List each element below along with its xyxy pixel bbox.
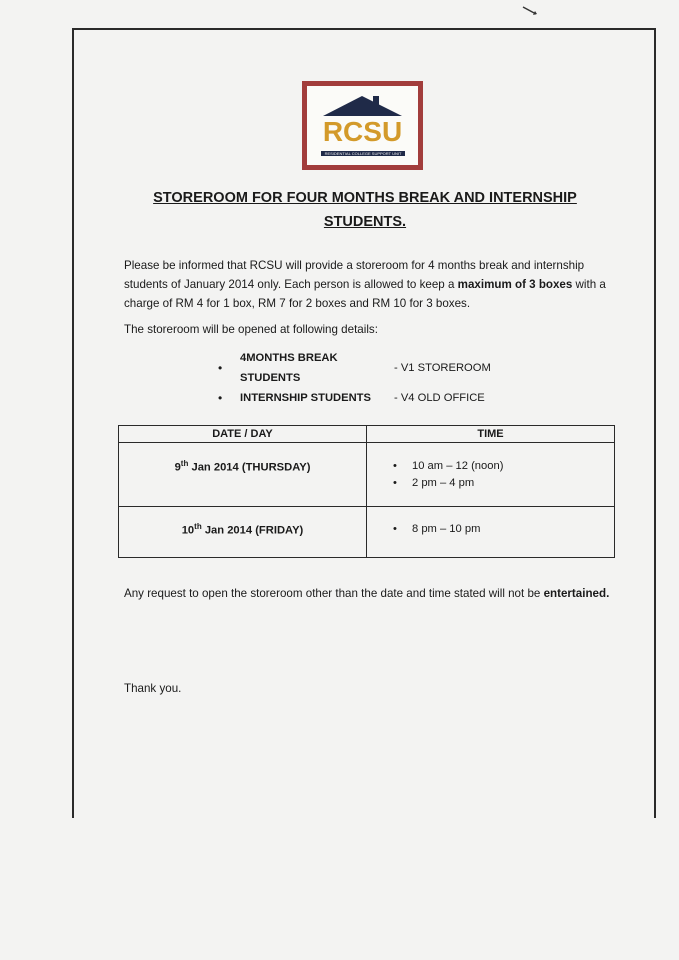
day-suffix: th (194, 522, 202, 531)
bullet-icon: • (218, 391, 223, 405)
intro-text-end: with a charge of RM 4 for 1 box, RM 7 for 2 boxes and RM 10 for 3 boxes. (124, 278, 606, 310)
bullet-icon: • (218, 361, 223, 375)
location-list (218, 348, 578, 408)
scan-mark (522, 4, 540, 18)
time-slot: • 2 pm – 4 pm (393, 475, 614, 492)
location-item (218, 348, 578, 388)
time-slot: • 10 am – 12 (noon) (393, 458, 614, 475)
day-suffix: th (180, 459, 189, 468)
document-title: STOREROOM FOR FOUR MONTHS BREAK AND INTERNSHIP STUDENTS. (153, 190, 577, 230)
rcsu-logo (302, 81, 423, 170)
logo-text: RCSU (322, 116, 403, 147)
day-cell (119, 443, 367, 507)
table-header-row (119, 426, 615, 443)
time-cell (367, 507, 615, 558)
location-value: - V1 STOREROOM (394, 362, 491, 374)
location-value: - V4 OLD OFFICE (394, 392, 485, 404)
header-date-day: DATE / DAY (119, 426, 367, 443)
location-label: 4MONTHS BREAK STUDENTS (240, 352, 338, 384)
day-number: 10 (181, 524, 195, 537)
details-intro: The storeroom will be opened at following details: (124, 323, 378, 336)
closing-text: Thank you. (124, 682, 182, 695)
intro-paragraph (124, 256, 614, 313)
time-cell (367, 443, 615, 507)
intro-bold: maximum of 3 boxes (457, 278, 573, 291)
intro-text: Please be informed that RCSU will provide a storeroom for 4 months break and internship students of January 2014 only. Each person is allowed to keep a (124, 259, 585, 291)
notice-text: Any request to open the storeroom other than the date and time stated will not be (124, 587, 544, 600)
notice-paragraph (124, 584, 614, 603)
logo-tagline: RESIDENTIAL COLLEGE SUPPORT UNIT (321, 151, 405, 156)
day-cell (119, 507, 367, 558)
day-number: 9 (174, 461, 181, 474)
day-label: Jan 2014 (FRIDAY) (201, 524, 304, 537)
notice-bold: entertained. (543, 587, 610, 600)
header-time: TIME (367, 426, 615, 443)
schedule-table (118, 425, 615, 558)
time-slot: • 8 pm – 10 pm (393, 521, 614, 538)
table-row (119, 507, 615, 558)
day-label: Jan 2014 (THURSDAY) (188, 461, 311, 474)
location-label: INTERNSHIP STUDENTS (240, 392, 371, 404)
table-row (119, 443, 615, 507)
location-item (218, 388, 578, 408)
